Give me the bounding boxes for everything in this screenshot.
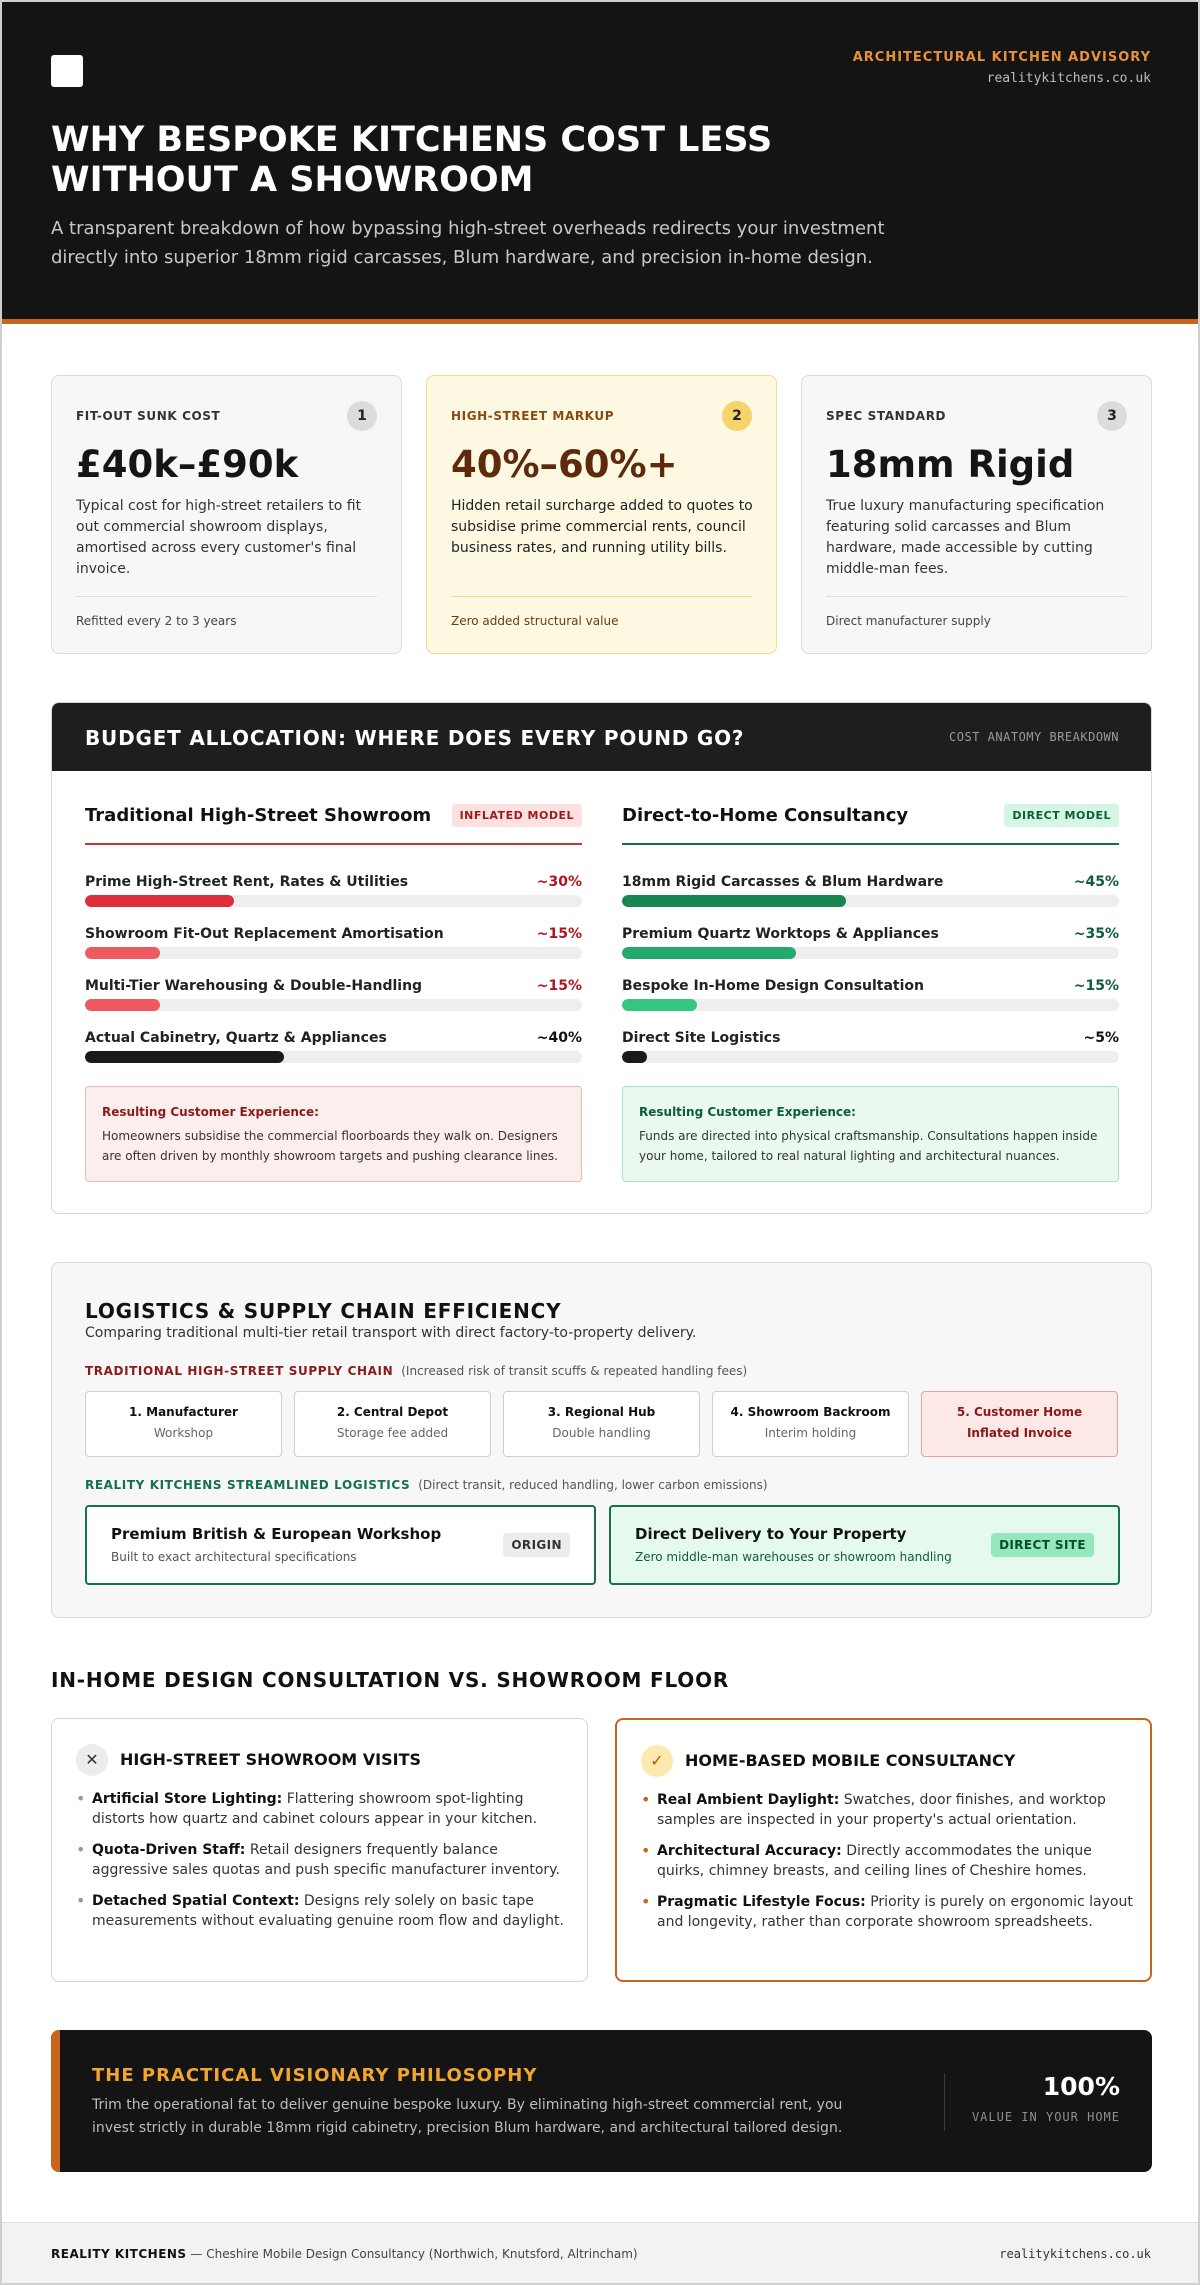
showroom-list (92, 1789, 572, 1942)
origin-title: Premium British & European Workshop (111, 1525, 442, 1543)
budget-tag: COST ANATOMY BREAKDOWN (949, 730, 1119, 744)
traditional-chain-label (85, 1364, 747, 1378)
step-subtitle: Inflated Invoice (966, 1426, 1073, 1440)
item-text: Designs rely solely on basic tape measurements without evaluating genuine room flow and daylight. (92, 1893, 564, 1929)
bar-track (85, 999, 582, 1011)
bar-track (85, 947, 582, 959)
footer-url[interactable]: realitykitchens.co.uk (999, 2247, 1151, 2261)
item-bold-label: Artificial Store Lighting: (92, 1791, 283, 1807)
brand-tag: ARCHITECTURAL KITCHEN ADVISORY (852, 50, 1151, 65)
card-value: 18mm Rigid (826, 443, 1075, 486)
stat-card-fit-out (51, 375, 402, 654)
card-divider (76, 596, 377, 597)
supply-step (712, 1391, 909, 1457)
philosophy-title: THE PRACTICAL VISIONARY PHILOSOPHY (92, 2065, 538, 2086)
step-title: 4. Showroom Backroom (730, 1405, 891, 1419)
result-title: Resulting Customer Experience: (102, 1105, 319, 1119)
chain-note: (Increased risk of transit scuffs & repeated handling fees) (401, 1364, 748, 1378)
item-bold-label: Pragmatic Lifestyle Focus: (657, 1894, 866, 1910)
step-title: 5. Customer Home (956, 1405, 1083, 1419)
logo-mark (51, 55, 83, 87)
budget-title: BUDGET ALLOCATION: WHERE DOES EVERY POUND GO? (85, 726, 745, 750)
step-subtitle: Workshop (153, 1426, 214, 1440)
result-text: Homeowners subsidise the commercial floorboards they walk on. Designers are often driven by monthly showroom targets and pushing clearance lines. (102, 1129, 558, 1163)
bar-track (85, 895, 582, 907)
page-subtitle: A transparent breakdown of how bypassing high-street overheads redirects your investment directly into superior 18mm rigid carcasses, Blum hardware, and precision in-home design. (51, 218, 885, 268)
inflated-model-badge: INFLATED MODEL (452, 804, 582, 827)
destination-title: Direct Delivery to Your Property (635, 1525, 907, 1543)
item-bold-label: Real Ambient Daylight: (657, 1792, 840, 1808)
check-icon: ✓ (641, 1745, 673, 1777)
budget-bar-row (85, 926, 582, 966)
card-label: SPEC STANDARD (826, 409, 947, 423)
card-divider (451, 596, 752, 597)
bar-percent: ~15% (536, 978, 582, 994)
logistics-title: LOGISTICS & SUPPLY CHAIN EFFICIENCY (85, 1299, 562, 1323)
item-text: Swatches, door finishes, and worktop samples are inspected in your property's actual orientation. (657, 1792, 1106, 1828)
card-description: True luxury manufacturing specification featuring solid carcasses and Blum hardware, made accessible by cutting middle-man fees. (826, 498, 1105, 577)
budget-header (52, 703, 1151, 771)
traditional-result-box (85, 1086, 582, 1182)
bar-percent: ~5% (1083, 1030, 1119, 1046)
budget-bar-row (622, 874, 1119, 914)
item-bold-label: Architectural Accuracy: (657, 1843, 842, 1859)
logistics-panel (51, 1262, 1152, 1618)
accent-bar (51, 2030, 60, 2172)
destination-box (609, 1505, 1120, 1585)
step-title: 3. Regional Hub (547, 1405, 656, 1419)
item-text: Priority is purely on ergonomic layout and longevity, rather than corporate showroom spreadsheets. (657, 1894, 1133, 1930)
bar-fill (622, 999, 697, 1011)
bar-percent: ~35% (1073, 926, 1119, 942)
step-subtitle: Double handling (552, 1426, 651, 1440)
card-divider (826, 596, 1127, 597)
card-number-badge: 3 (1097, 401, 1127, 431)
chain-label-text: TRADITIONAL HIGH-STREET SUPPLY CHAIN (85, 1364, 394, 1378)
card-description: Hidden retail surcharge added to quotes to subsidise prime commercial rents, council business rates, and running utility bills. (451, 498, 753, 556)
result-text: Funds are directed into physical craftsmanship. Consultations happen inside your home, tailored to real natural lighting and architectural nuances. (639, 1129, 1098, 1163)
origin-box (85, 1505, 596, 1585)
card-value: 40%–60%+ (451, 443, 678, 486)
bar-track (622, 947, 1119, 959)
home-consultancy-card (615, 1718, 1152, 1982)
column-divider (85, 843, 582, 845)
bar-percent: ~15% (1073, 978, 1119, 994)
footer-text (51, 2247, 638, 2261)
stat-label: VALUE IN YOUR HOME (971, 2110, 1120, 2124)
bar-label: Direct Site Logistics (622, 1030, 781, 1046)
budget-allocation-panel (51, 702, 1152, 1214)
bar-label: Premium Quartz Worktops & Appliances (622, 926, 939, 942)
direct-title: Direct-to-Home Consultancy (622, 805, 909, 826)
stat-card-markup (426, 375, 777, 654)
philosophy-text: Trim the operational fat to deliver genuine bespoke luxury. By eliminating high-street commercial rent, you invest strictly in durable 18mm rigid cabinetry, precision Blum hardware, and architectural tailored design. (92, 2097, 843, 2136)
item-bold-label: Quota-Driven Staff: (92, 1842, 246, 1858)
supply-step (294, 1391, 491, 1457)
home-list (657, 1790, 1137, 1943)
philosophy-banner (51, 2030, 1152, 2172)
bar-percent: ~40% (536, 1030, 582, 1046)
list-item (657, 1790, 1137, 1830)
column-divider (622, 843, 1119, 845)
card-footnote: Direct manufacturer supply (826, 614, 991, 628)
divider (944, 2073, 945, 2131)
consultation-title: IN-HOME DESIGN CONSULTATION VS. SHOWROOM FLOOR (51, 1668, 730, 1692)
budget-bar-row (85, 1030, 582, 1070)
chain-label-text: REALITY KITCHENS STREAMLINED LOGISTICS (85, 1478, 411, 1492)
chain-note: (Direct transit, reduced handling, lower carbon emissions) (418, 1478, 768, 1492)
card-label: FIT-OUT SUNK COST (76, 409, 221, 423)
stat-card-spec (801, 375, 1152, 654)
supply-step (85, 1391, 282, 1457)
step-title: 2. Central Depot (336, 1405, 449, 1419)
logistics-subtitle: Comparing traditional multi-tier retail transport with direct factory-to-property delivery. (85, 1325, 697, 1341)
step-subtitle: Interim holding (764, 1426, 857, 1440)
brand-url[interactable]: realitykitchens.co.uk (986, 71, 1151, 86)
bar-track (85, 1051, 582, 1063)
bar-label: Multi-Tier Warehousing & Double-Handling (85, 978, 423, 994)
budget-bar-row (622, 1030, 1119, 1070)
bar-fill (85, 1051, 284, 1063)
supply-step (503, 1391, 700, 1457)
bar-fill (622, 1051, 647, 1063)
bar-label: Bespoke In-Home Design Consultation (622, 978, 925, 994)
bar-percent: ~45% (1073, 874, 1119, 890)
destination-subtitle: Zero middle-man warehouses or showroom handling (635, 1550, 952, 1564)
bar-fill (85, 947, 160, 959)
bar-track (622, 895, 1119, 907)
item-text: Flattering showroom spot-lighting distorts how quartz and cabinet colours appear in your kitchen. (92, 1791, 538, 1827)
list-item (92, 1891, 572, 1931)
budget-bar-row (85, 874, 582, 914)
origin-subtitle: Built to exact architectural specifications (111, 1550, 357, 1564)
bar-label: Showroom Fit-Out Replacement Amortisation (85, 926, 444, 942)
card-footnote: Refitted every 2 to 3 years (76, 614, 237, 628)
card-heading: HIGH-STREET SHOWROOM VISITS (120, 1750, 422, 1769)
supply-step (921, 1391, 1118, 1457)
item-bold-label: Detached Spatial Context: (92, 1893, 300, 1909)
bar-label: 18mm Rigid Carcasses & Blum Hardware (622, 874, 944, 890)
bar-fill (85, 895, 234, 907)
hero-header (2, 2, 1198, 324)
card-footnote: Zero added structural value (451, 614, 619, 628)
bar-fill (622, 895, 846, 907)
traditional-title: Traditional High-Street Showroom (85, 805, 432, 826)
origin-badge: ORIGIN (503, 1533, 570, 1557)
stat-value: 100% (1042, 2072, 1120, 2101)
card-label: HIGH-STREET MARKUP (451, 409, 615, 423)
step-subtitle: Storage fee added (336, 1426, 449, 1440)
bar-percent: ~30% (536, 874, 582, 890)
budget-bar-row (622, 978, 1119, 1018)
bar-percent: ~15% (536, 926, 582, 942)
budget-bar-row (622, 926, 1119, 966)
streamlined-chain-label (85, 1478, 768, 1492)
card-number-badge: 2 (722, 401, 752, 431)
bar-fill (85, 999, 160, 1011)
bar-track (622, 999, 1119, 1011)
bar-track (622, 1051, 1119, 1063)
list-item (657, 1841, 1137, 1881)
footer-brand: REALITY KITCHENS (51, 2247, 187, 2261)
item-text: Retail designers frequently balance aggressive sales quotas and push specific manufacturer inventory. (92, 1842, 560, 1878)
bar-label: Prime High-Street Rent, Rates & Utilities (85, 874, 409, 890)
list-item (657, 1892, 1137, 1932)
card-value: £40k–£90k (76, 443, 299, 486)
page-title: WHY BESPOKE KITCHENS COST LESS WITHOUT A SHOWROOM (51, 120, 773, 200)
footer (2, 2222, 1198, 2285)
result-title: Resulting Customer Experience: (639, 1105, 856, 1119)
card-description: Typical cost for high-street retailers to fit out commercial showroom displays, amortised across every customer's final invoice. (76, 498, 362, 577)
destination-badge: DIRECT SITE (991, 1533, 1094, 1557)
direct-model-badge: DIRECT MODEL (1004, 804, 1119, 827)
list-item (92, 1789, 572, 1829)
card-heading: HOME-BASED MOBILE CONSULTANCY (685, 1751, 1016, 1770)
bar-label: Actual Cabinetry, Quartz & Appliances (85, 1030, 387, 1046)
step-title: 1. Manufacturer (129, 1405, 238, 1419)
showroom-visits-card (51, 1718, 588, 1982)
item-text: Directly accommodates the unique quirks, chimney breasts, and ceiling lines of Cheshire homes. (657, 1843, 1092, 1879)
direct-result-box (622, 1086, 1119, 1182)
close-icon: ✕ (76, 1744, 108, 1776)
footer-description: — Cheshire Mobile Design Consultancy (Northwich, Knutsford, Altrincham) (186, 2247, 638, 2261)
list-item (92, 1840, 572, 1880)
bar-fill (622, 947, 796, 959)
budget-bar-row (85, 978, 582, 1018)
card-number-badge: 1 (347, 401, 377, 431)
